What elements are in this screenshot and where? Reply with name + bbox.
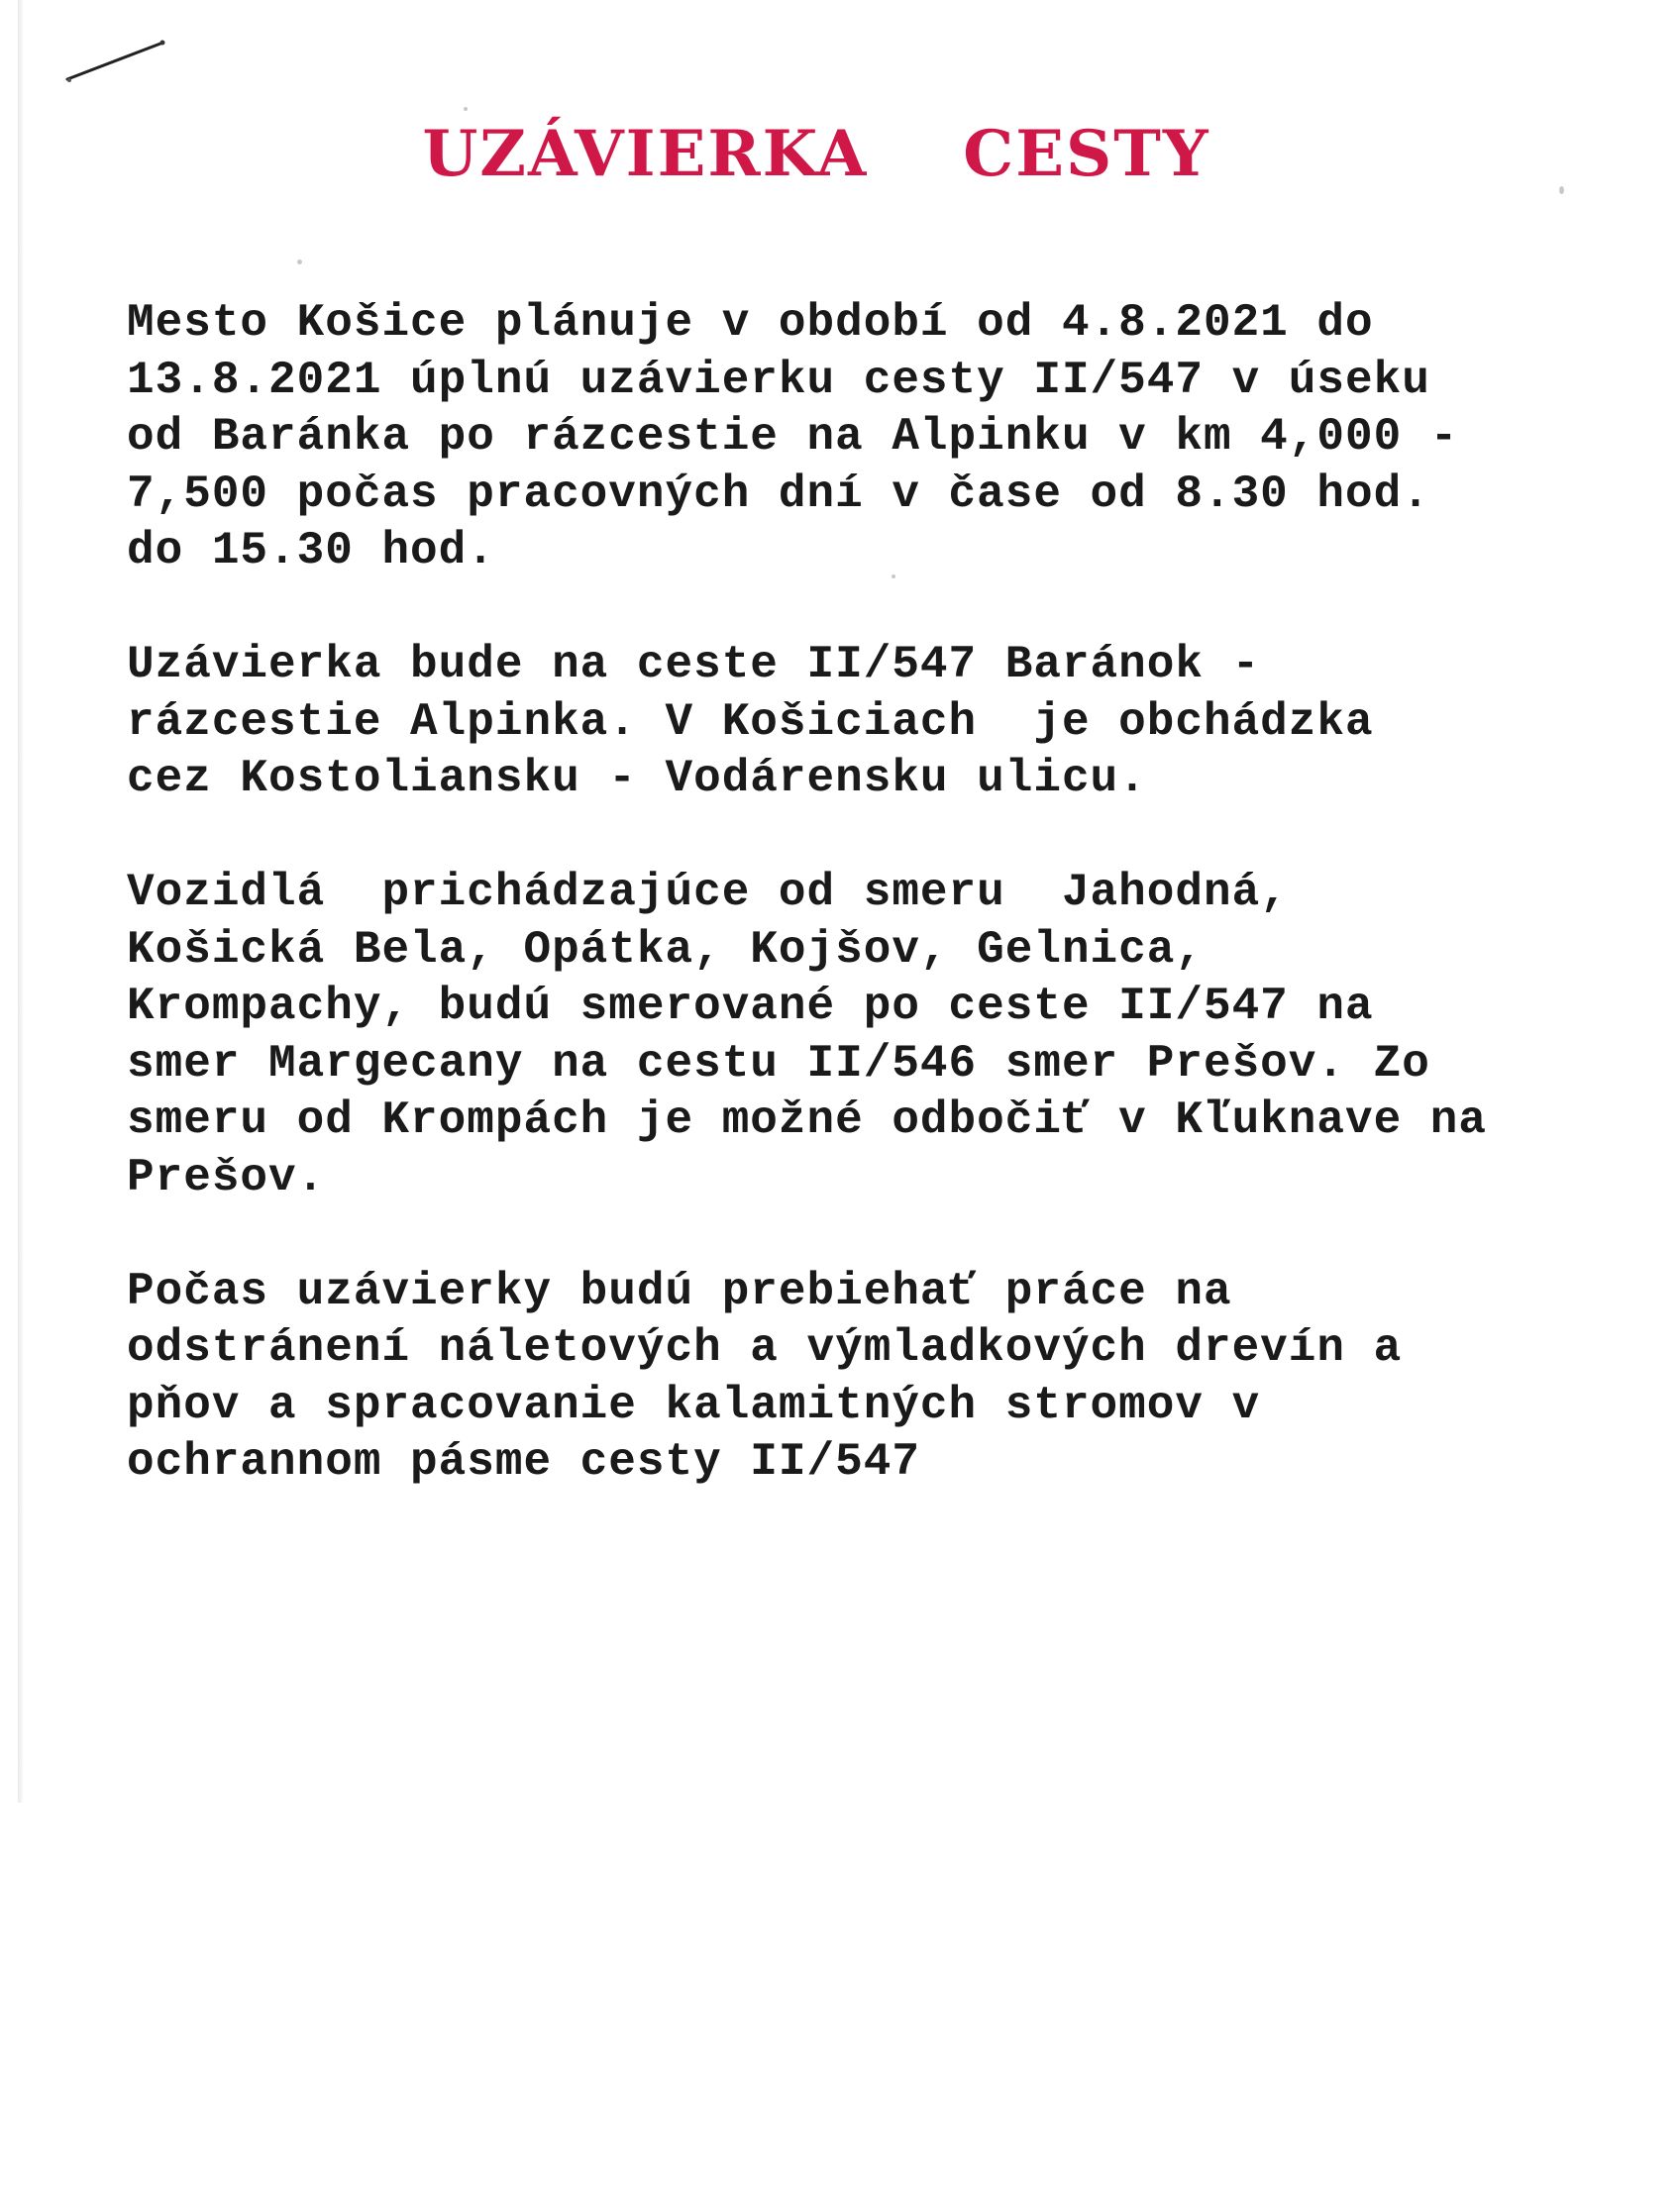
notice-title xyxy=(0,117,1680,191)
scan-speck xyxy=(297,260,302,264)
text-line: od Baránka po rázcestie na Alpinku v km 4,000 - xyxy=(127,411,1459,463)
text-line: Vozidlá prichádzajúce od smeru Jahodná, xyxy=(127,867,1289,918)
title-word-closure: UZÁVIERKA xyxy=(422,117,869,191)
scan-speck xyxy=(464,107,468,111)
text-line: Krompachy, budú smerované po ceste II/547 na xyxy=(127,981,1374,1032)
text-line: smer Margecany na cestu II/546 smer Prešov. Zo xyxy=(127,1037,1430,1090)
text-line: Uzávierka bude na ceste II/547 Baránok - xyxy=(127,639,1261,690)
text-line: do 15.30 hod. xyxy=(127,525,495,576)
text-line: pňov a spracovanie kalamitných stromov v xyxy=(127,1379,1261,1431)
paragraph-works xyxy=(127,1264,1593,1492)
paragraph-closure-dates xyxy=(127,295,1593,580)
text-line: cez Kostoliansku - Vodárensku ulicu. xyxy=(127,753,1147,804)
text-line: odstránení náletových a výmladkových drevín a xyxy=(127,1322,1403,1374)
notice-body xyxy=(127,295,1593,1548)
scan-edge-shadow xyxy=(18,0,24,1803)
paragraph-vehicle-routing xyxy=(127,865,1593,1206)
text-line: Košická Bela, Opátka, Kojšov, Gelnica, xyxy=(127,923,1204,976)
text-line: 13.8.2021 úplnú uzávierku cesty II/547 v úseku xyxy=(127,354,1430,406)
pen-stroke-mark xyxy=(65,38,174,87)
text-line: rázcestie Alpinka. V Košiciach je obchádzka xyxy=(127,695,1374,748)
title-word-road: CESTY xyxy=(963,117,1210,191)
text-line: smeru od Krompách je možné odbočiť v Kľuknave na xyxy=(127,1094,1488,1146)
paragraph-detour xyxy=(127,637,1593,808)
text-line: Mesto Košice plánuje v období od 4.8.2021 do xyxy=(127,297,1374,349)
text-line: Počas uzávierky budú prebiehať práce na xyxy=(127,1265,1232,1317)
text-line: ochrannom pásme cesty II/547 xyxy=(127,1436,920,1488)
text-line: 7,500 počas pracovných dní v čase od 8.30 hod. xyxy=(127,468,1430,520)
text-line: Prešov. xyxy=(127,1151,326,1203)
